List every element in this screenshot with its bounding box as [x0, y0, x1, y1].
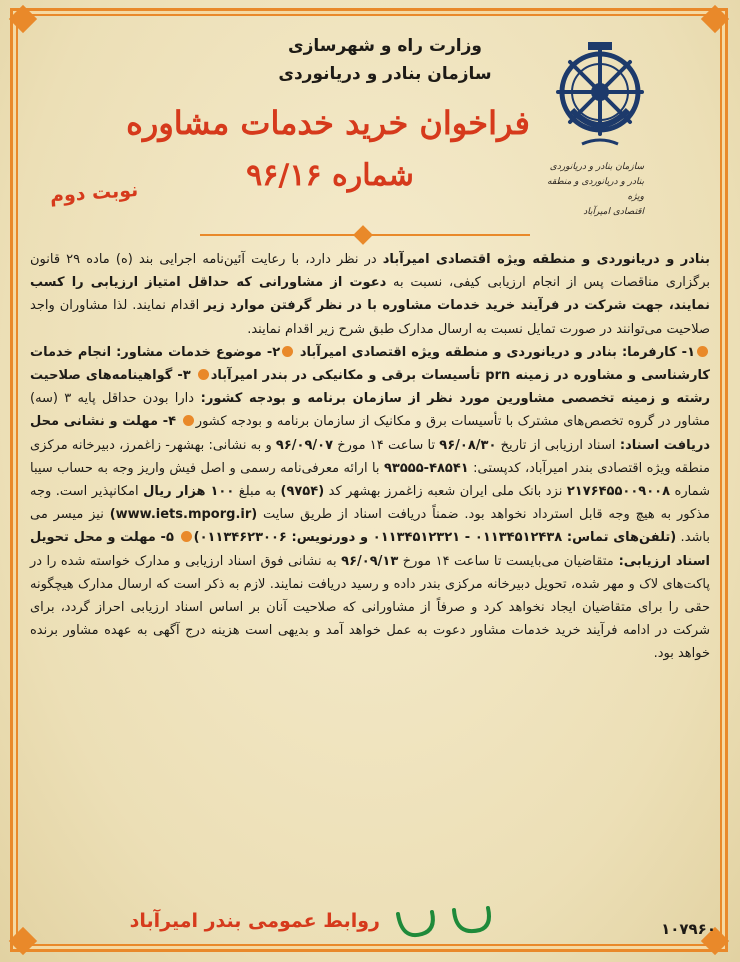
border-corner-ornament	[701, 5, 729, 33]
item-submission-label: ۵- مهلت و محل تحویل اسناد ارزیابی:	[30, 530, 710, 569]
submission-date: ۹۶/۰۹/۱۳	[341, 553, 399, 569]
bullet-icon	[697, 346, 708, 357]
fax-number: ۰۱۱۳۴۶۲۳۰۰۶)	[193, 530, 287, 546]
round-badge: نوبت دوم	[49, 178, 139, 208]
bullet-icon	[282, 346, 293, 357]
ministry-name: وزارت راه و شهرسازی	[287, 36, 482, 56]
branch-code: (۹۷۵۴)	[280, 484, 325, 500]
item-subject-label: ۲- موضوع خدمات مشاور:	[111, 344, 281, 360]
phones-label: (تلفن‌های تماس:	[562, 530, 677, 546]
organization-name: سازمان بنادر و دریانوردی	[278, 64, 492, 84]
item-employer: ۱- کارفرما: بنادر و دریانوردی و منطقه ویژه اقتصادی امیرآباد	[299, 344, 696, 360]
logo-caption: سازمان بنادر و دریانوردی بنادر و دریانوردی و منطقه ویژه اقتصادی امیرآباد	[547, 162, 644, 217]
announcement-title: فراخوان خرید خدمات مشاوره	[126, 104, 530, 142]
fee-amount: ۱۰۰ هزار ریال	[143, 484, 235, 500]
handwritten-mark-icon	[392, 900, 502, 950]
ornamental-divider	[200, 228, 530, 242]
item-qualification-text: دارا بودن حداقل پایه ۳ (سه) مشاور در گروه تخصص‌های مشترک با تأسیسات برق و مکانیک از سازمان برنامه و بودجه کشور	[30, 391, 711, 430]
ad-code: ۱۰۷۹۶۰	[661, 920, 716, 938]
bullet-icon	[181, 531, 192, 542]
border-corner-ornament	[9, 5, 37, 33]
date-to: ۹۶/۰۹/۰۷	[275, 437, 334, 453]
fax-label: و دورنویس:	[286, 530, 373, 546]
website-link[interactable]: (www.iets.mporg.ir)	[109, 507, 258, 523]
signature-public-relations: روابط عمومی بندر امیرآباد	[129, 910, 380, 932]
announcement-number: شماره ۹۶/۱۶	[246, 158, 414, 193]
account-number: ۲۱۷۶۴۵۵۰۰۹۰۰۸	[566, 484, 671, 500]
terms-paragraph: ۱- کارفرما: بنادر و دریانوردی و منطقه ویژه اقتصادی امیرآباد ۲- موضوع خدمات مشاور: انجام خدمات کارشناسی و مشاوره در زمینه prn تأسیسات برقی و مکانیکی در بندر امیرآباد ۳- گواهینامه‌های صلاحیت رشته و زمینه تخصصی مشاورین مورد نظر از سازمان برنامه و بودجه کشور: دارا بودن حداقل پایه ۳ (سه) مشاور در گروه تخصص‌های مشترک با تأسیسات برق و مکانیک از سازمان برنامه و بودجه کشور ۴- مهلت و نشانی محل دریافت اسناد: اسناد ارزیابی از تاریخ ۹۶/۰۸/۳۰ تا ساعت ۱۴ مورخ ۹۶/۰۹/۰۷ و به نشانی: بهشهر- زاغمرز، دبیرخانه مرکزی منطقه ویژه اقتصادی بندر امیرآباد، کدپستی: ۴۸۵۴۱-۹۳۵۵۵ با ارائه معرفی‌نامه رسمی و اصل فیش واریز وجه به حساب سیبا شماره ۲۱۷۶۴۵۵۰۰۹۰۰۸ نزد بانک ملی ایران شعبه زاغمرز بهشهر کد (۹۷۵۴) به مبلغ ۱۰۰ هزار ریال امکانپذیر است. وجه مذکور به هیچ وجه قابل استرداد نخواهد بود. ضمناً دریافت اسناد از طریق سایت (www.iets.mporg.ir) نیز میسر می باشد. (تلفن‌های تماس: ۰۱۱۳۴۵۱۲۴۳۸ - ۰۱۱۳۴۵۱۲۳۲۱ و دورنویس: ۰۱۱۳۴۶۲۳۰۰۶) ۵- مهلت و محل تحویل اسناد ارزیابی: متقاضیان می‌بایست تا ساعت ۱۴ مورخ ۹۶/۰۹/۱۳ به نشانی فوق اسناد ارزیابی و مدارک خواسته شده را در پاکت‌های لاک و مهر شده، تحویل دبیرخانه مرکزی بندر داده و رسید دریافت نمایند. لازم به ذکر است که ارسال مدارک هیچگونه حقی را برای متقاضیان ایجاد نخواهد کرد و صرفاً از مشاورانی که صلاحیت آنان بر اساس اسناد ارزیابی احراز گردد، برای شرکت در ادامه فرآیند خرید خدمات مشاور دعوت به عمل خواهد آمد و بدیهی است هزینه درج آگهی به عهده مشاور برنده خواهد بود.	[30, 344, 711, 662]
diamond-ornament-icon	[353, 225, 373, 245]
postal-code: ۴۸۵۴۱-۹۳۵۵۵	[383, 460, 469, 476]
anchor-wheel-logo-icon	[552, 40, 648, 152]
item-subject-text: انجام خدمات کارشناسی و مشاوره در زمینه prn تأسیسات برقی و مکانیکی در بندر امیرآباد	[30, 344, 710, 384]
bullet-icon	[198, 369, 209, 380]
date-from: ۹۶/۰۸/۳۰	[439, 437, 497, 453]
bullet-icon	[183, 415, 194, 426]
item-documents-label: ۴- مهلت و نشانی محل دریافت اسناد:	[30, 414, 710, 453]
intro-paragraph: بنادر و دریانوردی و منطقه ویژه اقتصادی امیرآباد در نظر دارد، با رعایت آئین‌نامه اجرایی بند (ه) ماده ۲۹ قانون برگزاری مناقصات پس از انجام ارزیابی کیفی، نسبت به دعوت از مشاورانی که حداقل امتیاز ارزیابی را کسب نمایند، جهت شرکت در فرآیند خرید خدمات مشاوره با در نظر گرفتن موارد زیر اقدام نمایند. لذا مشاوران واجد صلاحیت می‌توانند در صورت تمایل نسبت به ارسال مدارک طبق شرح زیر اقدام نمایند.	[30, 252, 710, 337]
issuer-header	[220, 32, 550, 88]
announcement-body	[30, 248, 710, 666]
phone-numbers: ۰۱۱۳۴۵۱۲۴۳۸ - ۰۱۱۳۴۵۱۲۳۲۱	[372, 530, 563, 546]
item-qualification-label: ۳- گواهینامه‌های صلاحیت رشته و زمینه تخصصی مشاورین مورد نظر از سازمان برنامه و بودجه کشور:	[30, 368, 710, 407]
border-corner-ornament	[9, 927, 37, 955]
